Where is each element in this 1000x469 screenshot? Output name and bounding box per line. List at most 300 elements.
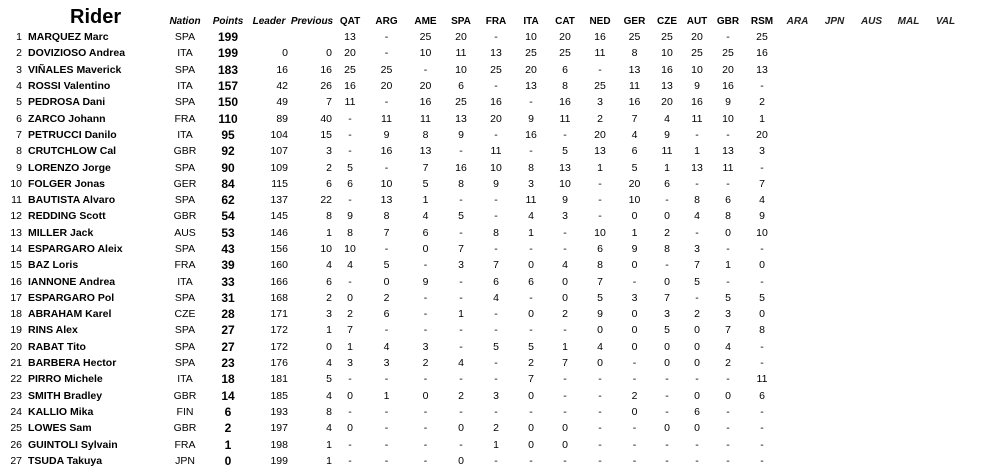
gap-to-previous: 22 <box>320 194 332 207</box>
rider-last-name: FOLGER <box>28 177 72 190</box>
race-result: - <box>760 243 764 255</box>
race-result: 0 <box>759 259 765 272</box>
rider-nation: ITA <box>177 275 193 288</box>
race-result: 0 <box>383 275 390 288</box>
race-result: - <box>423 454 428 467</box>
rider-position: 3 <box>16 63 22 76</box>
race-result: 13 <box>344 31 356 44</box>
race-result: 9 <box>562 194 568 207</box>
rider-position: 11 <box>11 194 22 207</box>
race-result: - <box>459 194 463 207</box>
race-result: 2 <box>562 308 568 321</box>
future-race-result <box>779 127 816 143</box>
race-result: - <box>459 275 463 288</box>
future-race-result <box>779 78 816 94</box>
future-race-result <box>853 225 890 241</box>
race-result: 0 <box>631 324 638 337</box>
rider-last-name: CRUTCHLOW <box>28 145 97 158</box>
rider-first-name: Maverick <box>76 63 122 76</box>
race-result: - <box>459 324 463 337</box>
race-result: 0 <box>562 422 568 435</box>
table-row <box>0 290 964 306</box>
race-result: 5 <box>458 210 464 223</box>
rider-last-name: PIRRO <box>28 373 62 386</box>
race-result: 11 <box>691 112 703 125</box>
gap-to-previous: 8 <box>326 210 332 223</box>
race-result: - <box>598 389 602 402</box>
rider-nation: SPA <box>174 324 196 337</box>
future-race-result <box>927 257 964 273</box>
race-result: 1 <box>347 340 353 353</box>
future-race-result <box>779 159 816 175</box>
rider-position: 19 <box>10 324 22 337</box>
rider-first-name: Valentino <box>63 80 111 93</box>
race-result: 0 <box>664 210 670 223</box>
race-result: 9 <box>597 308 603 321</box>
header-future-race: VAL <box>935 16 956 27</box>
race-result: 10 <box>559 177 571 190</box>
race-result: - <box>494 194 498 207</box>
race-result: - <box>726 243 730 255</box>
race-result: - <box>760 357 764 370</box>
future-race-result <box>853 62 890 78</box>
future-race-result <box>816 225 853 241</box>
race-result: - <box>348 145 352 158</box>
race-result: - <box>348 405 352 418</box>
gap-to-leader: 185 <box>270 389 288 402</box>
race-result: 1 <box>759 112 765 125</box>
future-race-result <box>816 273 853 289</box>
race-result: 0 <box>347 291 353 304</box>
race-result: 7 <box>493 259 499 272</box>
race-result: - <box>598 210 602 223</box>
race-result: 16 <box>756 47 768 60</box>
race-result: - <box>384 454 389 467</box>
future-race-result <box>927 45 964 61</box>
rider-name <box>28 62 162 78</box>
race-result: - <box>348 275 352 288</box>
rider-name <box>28 110 162 126</box>
race-result: 9 <box>725 96 731 109</box>
header-pos <box>0 6 28 29</box>
rider-name <box>28 355 162 371</box>
race-result: 7 <box>631 112 638 125</box>
race-result: 6 <box>597 243 603 255</box>
rider-points: 150 <box>217 95 239 110</box>
race-result: 1 <box>664 161 670 174</box>
future-race-result <box>816 436 853 452</box>
rider-points: 27 <box>221 339 235 354</box>
race-result: 8 <box>631 47 638 60</box>
future-race-result <box>779 241 816 257</box>
race-result: - <box>598 177 602 190</box>
race-result: - <box>760 80 764 93</box>
rider-nation: SPA <box>174 357 196 370</box>
rider-points: 27 <box>221 323 235 338</box>
race-result: - <box>529 145 533 158</box>
race-result: 16 <box>380 145 393 158</box>
gap-to-leader: 166 <box>270 275 288 288</box>
future-race-result <box>890 241 927 257</box>
race-result: 9 <box>493 177 499 190</box>
rider-last-name: KALLIO <box>28 405 68 418</box>
race-result: - <box>459 340 463 353</box>
race-result: 25 <box>691 47 703 60</box>
rider-last-name: PEDROSA <box>28 96 80 109</box>
rider-first-name: Karel <box>85 308 112 321</box>
race-result: - <box>348 438 352 451</box>
race-result: - <box>529 454 533 467</box>
future-race-result <box>853 420 890 436</box>
race-result: 3 <box>725 308 731 321</box>
rider-nation: SPA <box>174 31 196 44</box>
future-race-result <box>853 78 890 94</box>
race-result: 5 <box>493 340 499 353</box>
future-race-result <box>853 388 890 404</box>
race-result: - <box>423 259 428 272</box>
rider-points: 14 <box>221 388 235 403</box>
future-race-result <box>816 257 853 273</box>
rider-first-name: Danilo <box>84 128 117 141</box>
race-result: - <box>384 96 389 109</box>
rider-nation: ITA <box>177 128 193 141</box>
race-result: 7 <box>458 243 464 255</box>
gap-to-leader: 115 <box>271 177 288 190</box>
future-race-result <box>927 388 964 404</box>
future-race-result <box>816 62 853 78</box>
gap-to-previous: 6 <box>326 177 332 190</box>
race-result: 8 <box>597 259 603 272</box>
rider-points: 54 <box>221 209 235 224</box>
race-result: 1 <box>725 259 731 272</box>
future-race-result <box>779 45 816 61</box>
race-result: 9 <box>347 210 353 223</box>
race-result: 10 <box>380 177 393 190</box>
gap-to-leader: 171 <box>270 308 288 321</box>
rider-last-name: BAZ <box>28 259 50 272</box>
rider-first-name: Alex <box>55 324 78 337</box>
rider-position: 4 <box>16 80 22 93</box>
future-race-result <box>853 110 890 126</box>
race-result: - <box>632 275 637 288</box>
rider-points: 53 <box>221 225 235 240</box>
future-race-result <box>890 290 927 306</box>
race-result: 0 <box>458 422 464 435</box>
race-result: 1 <box>597 161 603 174</box>
race-result: 20 <box>380 80 393 93</box>
rider-name <box>28 371 162 387</box>
race-result: 10 <box>344 243 356 255</box>
rider-last-name: LORENZO <box>28 161 80 174</box>
future-race-result <box>890 273 927 289</box>
header-leader: Leader <box>252 16 286 27</box>
future-race-result <box>779 110 816 126</box>
race-result: - <box>760 422 764 435</box>
future-race-result <box>816 45 853 61</box>
race-result: 6 <box>562 63 568 76</box>
table-row <box>0 62 964 78</box>
gap-to-leader: 181 <box>270 373 288 386</box>
race-result: 2 <box>725 357 731 370</box>
future-race-result <box>927 355 964 371</box>
race-result: 1 <box>458 308 464 321</box>
gap-to-previous: 5 <box>326 373 332 386</box>
gap-to-previous: 26 <box>320 80 332 93</box>
race-result: 20 <box>525 63 537 76</box>
race-result: 0 <box>694 389 700 402</box>
race-result: - <box>665 194 669 207</box>
race-result: 3 <box>422 340 429 353</box>
race-result: - <box>563 128 567 141</box>
future-race-result <box>816 192 853 208</box>
race-result: 3 <box>347 357 353 370</box>
race-result: - <box>529 324 533 337</box>
race-result: - <box>632 422 637 435</box>
table-row <box>0 322 964 338</box>
race-result: - <box>632 438 637 451</box>
race-result: 9 <box>458 128 464 141</box>
race-result: 8 <box>422 128 429 141</box>
rider-first-name: Jonas <box>74 177 106 190</box>
race-result: 0 <box>528 308 534 321</box>
race-result: 25 <box>344 63 356 76</box>
gap-to-previous: 4 <box>326 422 332 435</box>
future-race-result <box>890 110 927 126</box>
race-result: 13 <box>525 80 537 93</box>
race-result: 7 <box>597 275 603 288</box>
header-race: GBR <box>716 16 740 27</box>
rider-first-name: Dani <box>82 96 106 109</box>
race-result: 25 <box>628 31 641 44</box>
rider-first-name: Michele <box>64 373 103 386</box>
race-result: 3 <box>664 308 670 321</box>
future-race-result <box>779 29 816 45</box>
gap-to-previous: 6 <box>326 275 332 288</box>
header-future-race: AUS <box>860 16 883 27</box>
race-result: 0 <box>631 340 638 353</box>
race-result: - <box>695 438 699 451</box>
header-race: SPA <box>451 16 471 27</box>
rider-points: 110 <box>218 111 238 126</box>
race-result: 4 <box>664 112 670 125</box>
race-result: 0 <box>347 389 353 402</box>
gap-to-previous: 2 <box>326 291 332 304</box>
race-result: 25 <box>490 63 502 76</box>
rider-name <box>28 404 162 420</box>
rider-last-name: ABRAHAM <box>28 308 83 321</box>
race-result: 16 <box>455 161 467 174</box>
race-result: 2 <box>422 357 429 370</box>
rider-points: 199 <box>217 46 239 61</box>
rider-points: 95 <box>221 127 235 142</box>
table-row <box>0 94 964 110</box>
future-race-result <box>890 45 927 61</box>
future-race-result <box>816 127 853 143</box>
race-result: 25 <box>559 47 571 60</box>
race-result: 11 <box>381 112 392 125</box>
race-result: 0 <box>725 226 731 239</box>
race-result: 4 <box>347 259 353 272</box>
table-row <box>0 420 964 436</box>
race-result: 20 <box>756 128 768 141</box>
future-race-result <box>779 290 816 306</box>
rider-first-name: Takuya <box>66 454 103 467</box>
future-race-result <box>853 176 890 192</box>
race-result: 5 <box>347 161 353 174</box>
race-result: - <box>459 226 463 239</box>
future-race-result <box>927 62 964 78</box>
gap-to-leader: 42 <box>276 80 288 93</box>
race-result: - <box>494 405 498 418</box>
rider-nation: ITA <box>177 373 193 386</box>
table-row <box>0 339 964 355</box>
race-result: - <box>423 405 428 418</box>
race-result: 20 <box>419 80 432 93</box>
future-race-result <box>853 339 890 355</box>
race-result: - <box>384 422 389 435</box>
rider-nation: FRA <box>174 259 196 272</box>
rider-position: 8 <box>16 145 22 158</box>
race-result: 20 <box>559 31 571 44</box>
race-result: - <box>563 324 567 337</box>
race-result: 8 <box>347 226 353 239</box>
table-row <box>0 355 964 371</box>
gap-to-leader: 193 <box>270 405 288 418</box>
future-race-result <box>853 355 890 371</box>
rider-last-name: REDDING <box>28 210 77 223</box>
future-race-result <box>816 208 853 224</box>
rider-nation: JPN <box>175 454 195 467</box>
race-result: 13 <box>380 194 393 207</box>
race-result: 0 <box>694 324 700 337</box>
race-result: 11 <box>722 161 734 174</box>
race-result: 4 <box>493 291 499 304</box>
future-race-result <box>927 290 964 306</box>
rider-last-name: MILLER <box>28 226 68 239</box>
race-result: 2 <box>493 422 499 435</box>
table-row <box>0 29 964 45</box>
gap-to-previous: 1 <box>326 226 332 239</box>
header-race: ITA <box>523 16 539 27</box>
rider-first-name: Sylvain <box>80 438 118 451</box>
race-result: 25 <box>455 96 467 109</box>
future-race-result <box>890 257 927 273</box>
rider-first-name: Aleix <box>97 243 123 255</box>
rider-nation: GBR <box>173 145 197 158</box>
race-result: - <box>760 340 764 353</box>
rider-nation: CZE <box>174 308 196 321</box>
gap-to-previous: 10 <box>320 243 332 255</box>
race-result: 0 <box>562 291 568 304</box>
future-race-result <box>927 420 964 436</box>
rider-name <box>28 273 162 289</box>
rider-last-name: PETRUCCI <box>28 128 82 141</box>
race-result: - <box>423 63 428 76</box>
race-result: 6 <box>383 308 390 321</box>
race-result: - <box>665 259 669 272</box>
race-result: 6 <box>347 177 353 190</box>
race-result: 5 <box>664 324 670 337</box>
future-race-result <box>890 436 927 452</box>
rider-position: 10 <box>10 177 22 190</box>
race-result: 11 <box>756 373 768 386</box>
rider-name <box>28 192 162 208</box>
gap-to-leader: 107 <box>270 145 288 158</box>
rider-nation: SPA <box>174 291 196 304</box>
rider-name <box>28 420 162 436</box>
future-race-result <box>853 94 890 110</box>
race-result: 10 <box>525 31 537 44</box>
header-future-race: MAL <box>897 16 920 27</box>
rider-name <box>28 159 162 175</box>
race-result: 8 <box>458 177 464 190</box>
rider-name <box>28 257 162 273</box>
rider-name <box>28 388 162 404</box>
race-result: 20 <box>594 128 606 141</box>
race-result: 4 <box>725 340 731 353</box>
race-result: - <box>459 145 463 158</box>
race-result: 2 <box>383 291 390 304</box>
race-result: - <box>494 454 498 467</box>
rider-name <box>28 241 162 257</box>
standings-table <box>0 6 964 469</box>
future-race-result <box>890 404 927 420</box>
race-result: 0 <box>422 243 429 255</box>
rider-points: 199 <box>217 30 239 45</box>
rider-name <box>28 339 162 355</box>
future-race-result <box>927 159 964 175</box>
future-race-result <box>927 322 964 338</box>
race-result: 8 <box>493 226 499 239</box>
rider-nation: SPA <box>174 194 196 207</box>
race-result: - <box>384 243 389 255</box>
gap-to-previous: 40 <box>320 112 332 125</box>
rider-last-name: LOWES <box>28 422 67 435</box>
future-race-result <box>927 127 964 143</box>
rider-last-name: DOVIZIOSO <box>28 47 87 60</box>
race-result: - <box>423 438 428 451</box>
future-race-result <box>853 29 890 45</box>
future-race-result <box>890 78 927 94</box>
race-result: 9 <box>528 112 534 125</box>
gap-to-previous: 7 <box>326 96 332 109</box>
race-result: 9 <box>759 210 765 223</box>
future-race-result <box>890 355 927 371</box>
race-result: 10 <box>756 226 768 239</box>
race-result: 8 <box>562 80 568 93</box>
rider-nation: SPA <box>174 340 196 353</box>
race-result: 0 <box>458 454 464 467</box>
gap-to-previous: 1 <box>326 454 332 467</box>
race-result: 0 <box>631 405 638 418</box>
race-result: 7 <box>664 291 670 304</box>
race-result: 5 <box>725 291 731 304</box>
race-result: 3 <box>528 177 534 190</box>
header-race: NED <box>589 16 611 27</box>
race-result: 25 <box>756 31 768 44</box>
rider-first-name: Andrea <box>78 275 116 288</box>
future-race-result <box>927 29 964 45</box>
race-result: - <box>563 389 567 402</box>
rider-last-name: ESPARGARO <box>28 291 95 304</box>
rider-position: 26 <box>10 438 22 451</box>
future-race-result <box>816 371 853 387</box>
rider-first-name: Jorge <box>82 161 111 174</box>
rider-first-name: Tito <box>66 340 86 353</box>
race-result: - <box>494 243 498 255</box>
race-result: - <box>598 454 602 467</box>
table-row <box>0 306 964 322</box>
